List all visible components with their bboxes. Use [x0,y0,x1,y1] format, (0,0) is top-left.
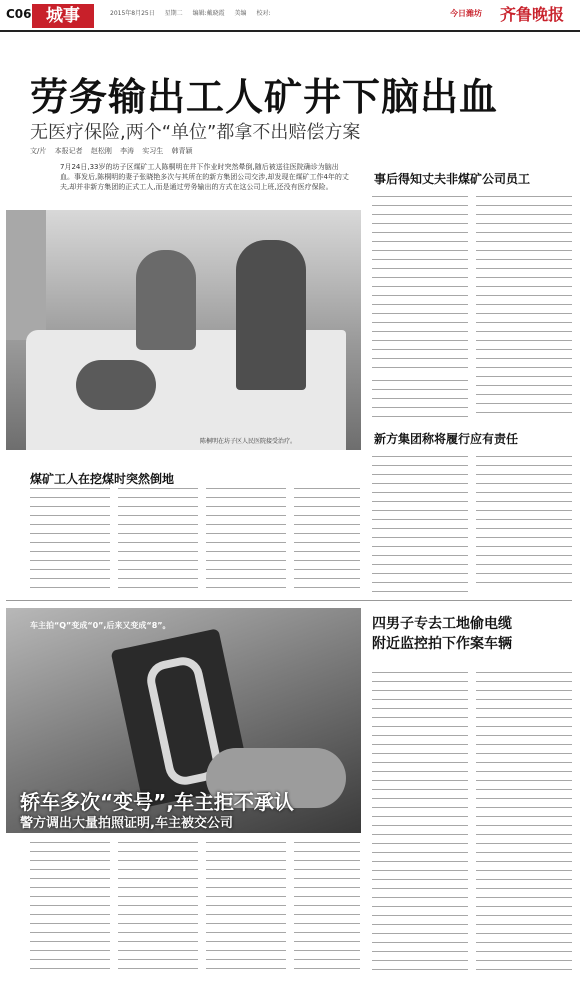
plate-text-col-d [294,842,360,974]
header-meta [110,8,279,17]
byline-type: 文/片 [30,147,47,155]
photo-caption: 陈桐明在坊子区人民医院接受治疗。 [200,438,297,445]
designer: 美编 [234,10,247,17]
main-text-col-b [118,488,198,592]
main-text-col-c [206,488,286,592]
main-sub-head: 煤矿工人在挖煤时突然倒地 [30,472,175,486]
plate-text-col-a [30,842,110,974]
byline [30,146,199,156]
plate-headline: 轿车多次“变号”,车主拒不承认 [20,790,294,814]
page-number: C06 [6,7,32,21]
cable-headline-line-1: 四男子专去工地偷电缆 [372,616,512,632]
lead-paragraph: 7月24日,33岁的坊子区煤矿工人陈桐明在井下作业时突然晕倒,随后被送往医院确诊为脑出血。事发后,陈桐明的妻子张晓艳多次与其所在的新方集团公司交涉,却发现在煤矿工作4年的丈夫,却并非新方集团的正式工人,而是通过劳务输出的方式在这公司上班,还没有医疗保险。 [60,163,349,191]
editor: 编辑:戴晓霞 [192,10,225,17]
cable-theft-headline [372,614,572,654]
page-header [0,0,580,34]
main-headline: 劳务输出工人矿井下脑出血 [30,75,499,119]
plate-text-col-b [118,842,198,974]
edition-label: 今日潍坊 [450,9,482,18]
cable-text-col-b [476,672,572,972]
main-text-col-a [30,488,110,592]
byline-author-1: 赵松刚 [90,147,112,155]
byline-role: 本报记者 [54,147,83,155]
right-text-col-b [476,196,572,416]
proofreader: 校对: [256,10,271,17]
right-text-col-a2 [372,380,468,420]
issue-date: 2015年8月25日 [110,10,155,17]
main-subheadline: 无医疗保险,两个“单位”都拿不出赔偿方案 [30,122,361,143]
right-head-2: 新方集团称将履行应有责任 [374,432,519,446]
byline-author-3: 韩青颖 [171,147,193,155]
masthead-logo: 齐鲁晚报 [500,5,565,24]
hospital-photo [6,210,361,450]
issue-weekday: 星期二 [164,10,183,17]
cable-headline-line-2: 附近监控拍下作案车辆 [372,636,512,652]
plate-subheadline: 警方调出大量拍照证明,车主被交公司 [20,816,233,831]
header-rule [0,30,580,32]
right-text-col-a [372,196,468,376]
section-badge: 城事 [32,4,94,28]
photo-tag: 车主拍“Q”变成“0”,后来又变成“8”。 [30,621,171,630]
right-head-1: 事后得知丈夫非煤矿公司员工 [374,172,531,186]
byline-role-2: 实习生 [142,147,164,155]
divider [6,600,572,601]
right-text-col-d [476,456,572,586]
main-text-col-d [294,488,360,592]
byline-author-2: 李涛 [120,147,135,155]
cable-text-col-a [372,672,468,972]
plate-text-col-c [206,842,286,974]
right-text-col-c [372,456,468,596]
